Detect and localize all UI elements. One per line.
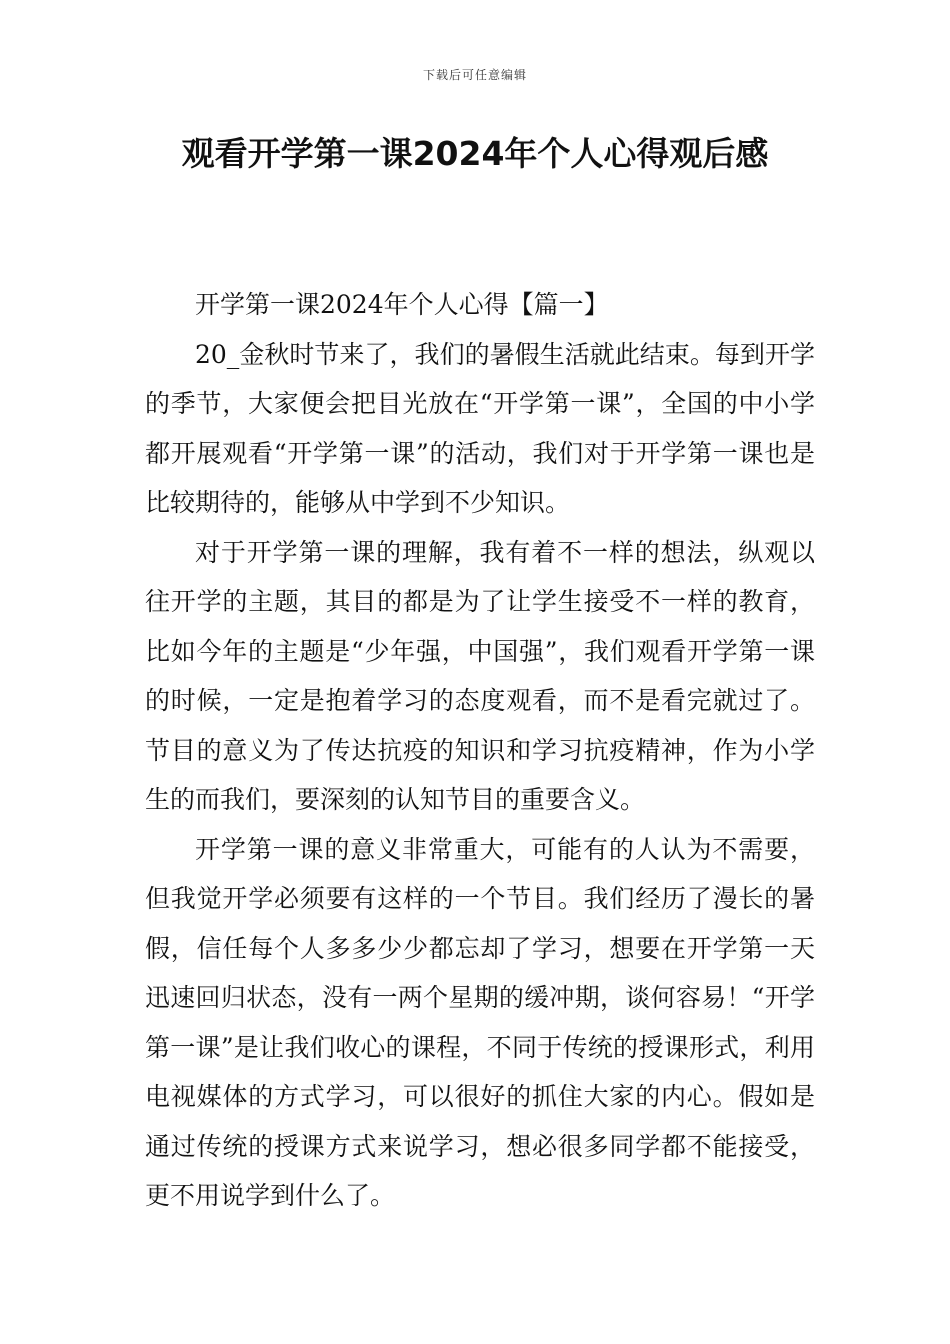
paragraph-2: 对于开学第一课的理解，我有着不一样的想法，纵观以往开学的主题，其目的都是为了让学生接受不一样的教育，比如今年的主题是“少年强，中国强”，我们观看开学第一课的时候，一定是抱着学习的态度观看，而不是看完就过了。节目的意义为了传达抗疫的知识和学习抗疫精神，作为小学生的而我们，要深刻的认知节目的重要含义。	[145, 537, 815, 814]
document-body	[145, 280, 815, 1221]
paragraph-1: 20_金秋时节来了，我们的暑假生活就此结束。每到开学的季节，大家便会把目光放在“开学第一课”，全国的中小学都开展观看“开学第一课”的活动，我们对于开学第一课也是比较期待的，能够从中学到不少知识。	[145, 339, 815, 517]
paragraph-3: 开学第一课的意义非常重大，可能有的人认为不需要，但我觉开学必须要有这样的一个节目。我们经历了漫长的暑假，信任每个人多多少少都忘却了学习，想要在开学第一天迅速回归状态，没有一两个星期的缓冲期，谈何容易！“开学第一课”是让我们收心的课程，不同于传统的授课形式，利用电视媒体的方式学习，可以很好的抓住大家的内心。假如是通过传统的授课方式来说学习，想必很多同学都不能接受，更不用说学到什么了。	[145, 834, 815, 1210]
header-note: 下载后可任意编辑	[422, 68, 527, 82]
section-heading: 开学第一课2024年个人心得【篇一】	[195, 290, 609, 319]
document-title: 观看开学第一课2024年个人心得观后感	[181, 134, 769, 173]
